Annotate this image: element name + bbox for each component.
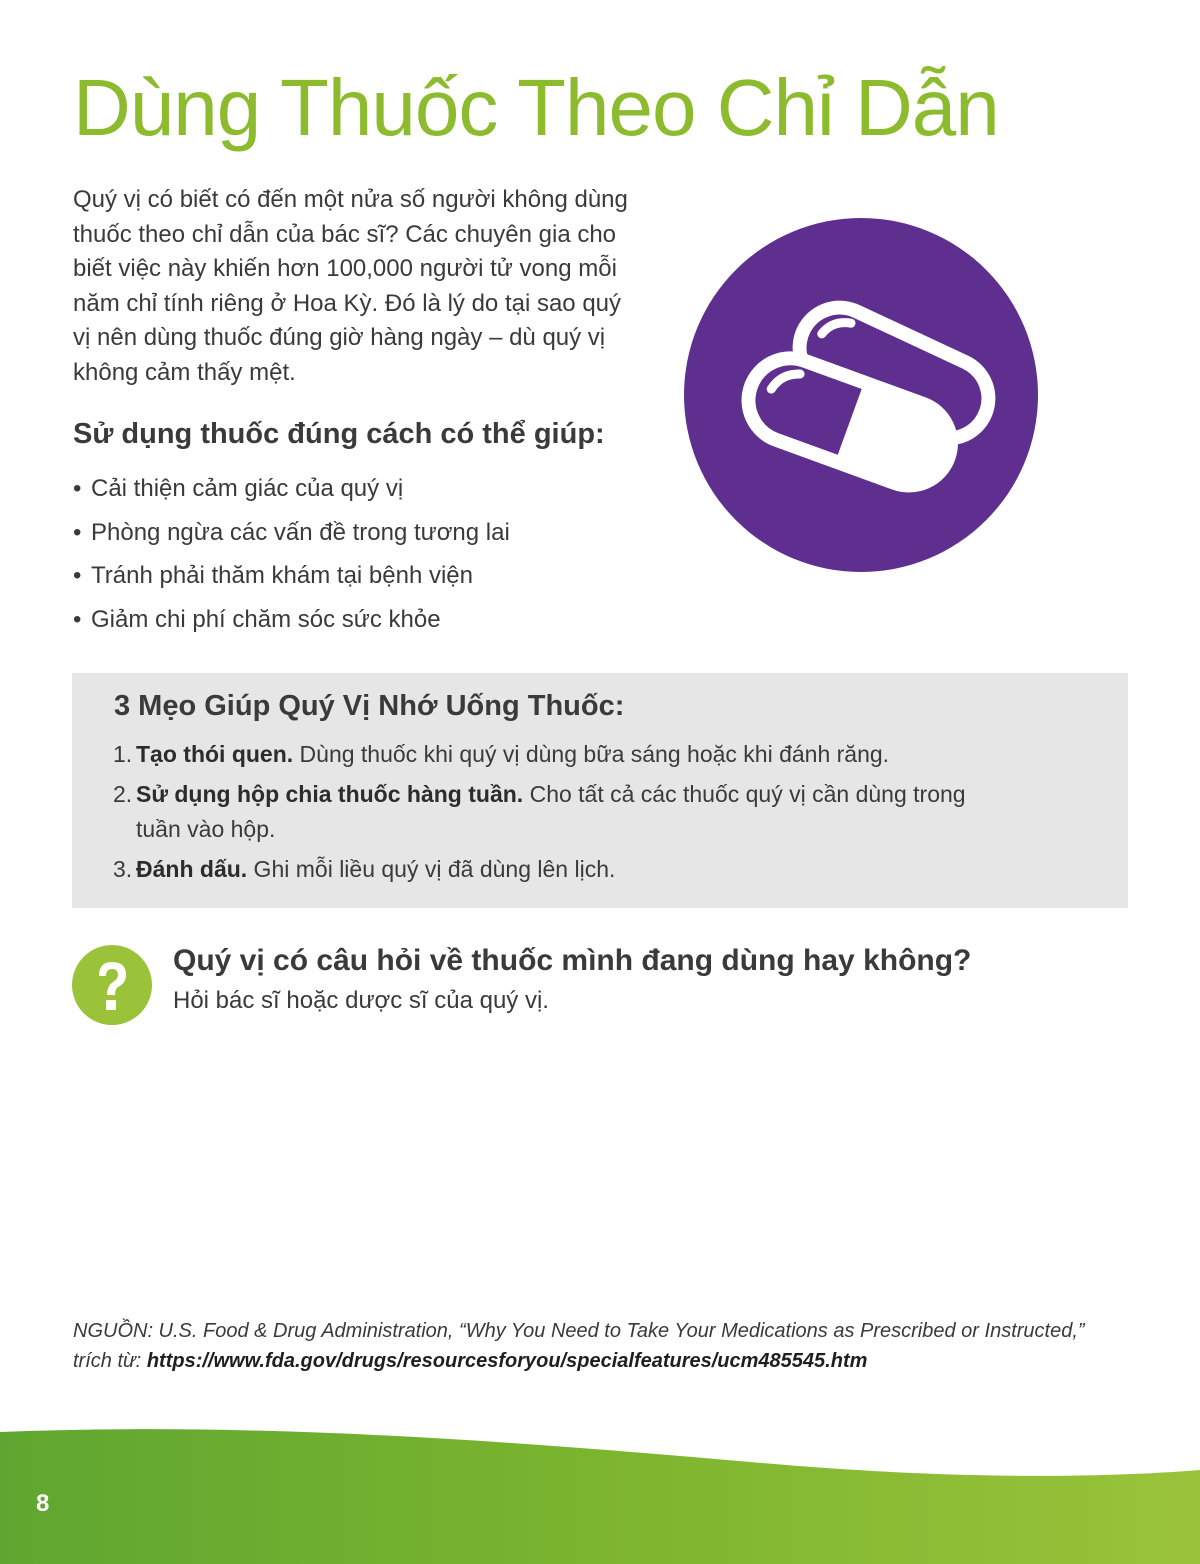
question-subtext: Hỏi bác sĩ hoặc dược sĩ của quý vị.: [173, 987, 549, 1014]
source-prefix: trích từ:: [73, 1350, 147, 1372]
tip-text: [136, 737, 889, 772]
benefit-text: Tránh phải thăm khám tại bệnh viện: [91, 562, 473, 589]
capsule-pills-icon: [684, 218, 1038, 572]
list-item: [113, 777, 1013, 847]
tip-bold: Đánh dấu.: [136, 856, 248, 882]
source-link[interactable]: https://www.fda.gov/drugs/resourcesforyou/specialfeatures/ucm485545.htm: [146, 1350, 868, 1372]
question-heading: Quý vị có câu hỏi về thuốc mình đang dùng hay không?: [173, 944, 972, 977]
tip-bold: Sử dụng hộp chia thuốc hàng tuần.: [136, 781, 524, 807]
tip-text: [136, 852, 615, 887]
list-item: [113, 737, 1013, 772]
list-item: [73, 511, 510, 555]
tip-text: [136, 777, 1013, 847]
tips-list: [113, 737, 1013, 892]
bullet: •: [73, 475, 82, 502]
benefits-list: [73, 467, 510, 641]
list-item: [73, 598, 510, 642]
page-title: Dùng Thuốc Theo Chỉ Dẫn: [73, 63, 999, 152]
tips-box: [72, 673, 1128, 908]
benefit-text: Giảm chi phí chăm sóc sức khỏe: [91, 605, 441, 633]
tip-body: Cho tất cả các thuốc quý vị cần dùng trong tuần vào hộp.: [136, 781, 966, 842]
tip-bold: Tạo thói quen.: [136, 741, 294, 767]
bullet: •: [73, 518, 82, 546]
tips-heading: 3 Mẹo Giúp Quý Vị Nhớ Uống Thuốc:: [114, 690, 625, 722]
tip-body: Dùng thuốc khi quý vị dùng bữa sáng hoặc khi đánh răng.: [293, 741, 890, 767]
intro-paragraph: Quý vị có biết có đến một nửa số người không dùng thuốc theo chỉ dẫn của bác sĩ? Các chuyên gia cho biết việc này khiến hơn 100,000 người tử vong mỗi năm chỉ tính riêng ở Hoa Kỳ. Đó là lý do tại sao quý vị nên dùng thuốc đúng giờ hàng ngày – dù quý vị không cảm thấy mệt.: [73, 186, 628, 386]
source-text: NGUỒN: U.S. Food & Drug Administration, “Why You Need to Take Your Medications as Prescribed or Instructed,”: [73, 1320, 1085, 1342]
question-mark-icon: [72, 945, 152, 1025]
tip-body: Ghi mỗi liều quý vị đã dùng lên lịch.: [247, 856, 616, 882]
list-item: [73, 554, 510, 598]
source-citation: [73, 1316, 1133, 1376]
bullet: •: [73, 562, 82, 589]
bullet: •: [73, 605, 82, 633]
list-item: [113, 852, 1013, 887]
list-item: [73, 467, 510, 511]
tip-number: 1.: [113, 741, 133, 767]
tip-number: 2.: [113, 781, 133, 807]
page-number: 8: [36, 1490, 50, 1517]
tip-number: 3.: [113, 856, 133, 882]
benefit-text: Phòng ngừa các vấn đề trong tương lai: [91, 518, 510, 546]
benefits-heading: Sử dụng thuốc đúng cách có thể giúp:: [73, 418, 605, 450]
footer-wave: [0, 1400, 1200, 1564]
benefit-text: Cải thiện cảm giác của quý vị: [91, 475, 404, 502]
